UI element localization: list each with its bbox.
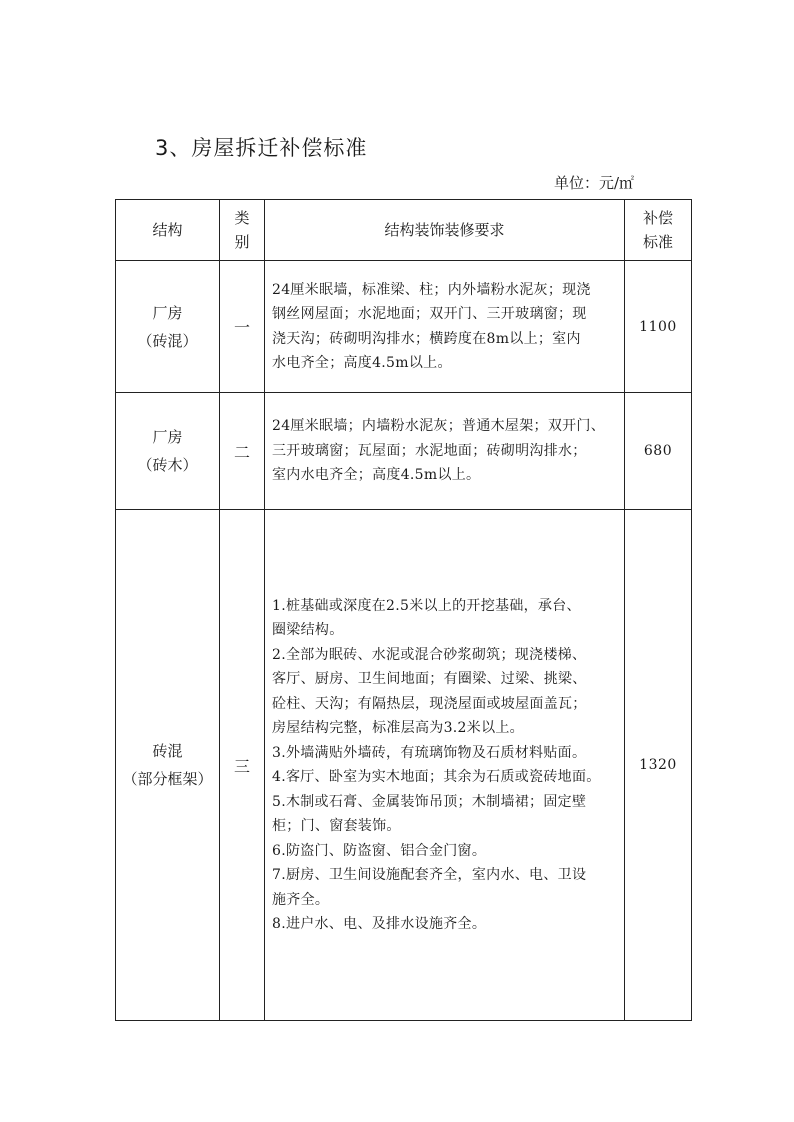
table-row	[116, 510, 692, 1021]
table-row	[116, 393, 692, 510]
table-header-row	[116, 200, 692, 261]
row-1-desc-line: 钢丝网屋面；水泥地面；双开门、三开玻璃窗；现	[272, 306, 587, 322]
row-3-desc-line: 5.木制或石膏、金属装饰吊顶；木制墙裙；固定壁	[272, 793, 587, 810]
row-3-desc-line: 房屋结构完整，标准层高为3.2米以上。	[272, 720, 524, 736]
row-2-description	[265, 393, 625, 510]
row-2-desc-line: 24厘米眠墙；内墙粉水泥灰；普通木屋架；双开门、	[272, 418, 606, 435]
row-1-price: 1100	[625, 261, 692, 393]
row-1-desc-line: 水电齐全；高度4.5m以上。	[272, 355, 452, 371]
row-2-structure-line-1: 厂房	[152, 428, 183, 446]
row-3-desc-line: 6.防盗门、防盗窗、铝合金门窗。	[272, 842, 487, 859]
header-description: 结构装饰装修要求	[265, 200, 625, 261]
header-price	[625, 200, 692, 261]
section-title: 3、房屋拆迁补偿标准	[155, 136, 368, 160]
header-structure: 结构	[116, 200, 220, 261]
row-3-desc-line: 圈梁结构。	[272, 622, 344, 638]
row-3-structure	[116, 510, 220, 1021]
row-2-structure	[116, 393, 220, 510]
row-3-desc-line: 2.全部为眠砖、水泥或混合砂浆砌筑；现浇楼梯、	[272, 646, 587, 663]
row-3-desc-line: 柜；门、窗套装饰。	[272, 818, 401, 834]
row-2-category: 二	[220, 393, 265, 510]
row-3-category: 三	[220, 510, 265, 1021]
row-2-desc-line: 室内水电齐全；高度4.5m以上。	[272, 467, 481, 484]
row-3-desc-line: 砼柱、天沟；有隔热层，现浇屋面或坡屋面盖瓦；	[272, 695, 587, 712]
row-1-structure-line-1: 厂房	[152, 303, 183, 322]
row-3-desc-line: 8.进户水、电、及排水设施齐全。	[272, 916, 487, 932]
row-3-desc-line: 4.客厅、卧室为实木地面；其余为石质或瓷砖地面。	[272, 769, 601, 785]
header-category	[220, 200, 265, 261]
row-2-price: 680	[625, 393, 692, 510]
row-3-price: 1320	[625, 510, 692, 1021]
compensation-table	[115, 199, 692, 1021]
row-3-desc-line: 客厅、厨房、卫生间地面；有圈梁、过梁、挑梁、	[272, 671, 587, 687]
row-1-structure-line-2: （砖混）	[137, 331, 198, 350]
row-1-structure	[116, 261, 220, 393]
row-1-description	[265, 261, 625, 393]
row-3-structure-line-2: （部分框架）	[122, 770, 213, 788]
row-2-structure-line-2: （砖木）	[137, 456, 198, 474]
row-1-desc-line: 浇天沟；砖砌明沟排水；横跨度在8m以上；室内	[272, 330, 581, 347]
row-1-category: 一	[220, 261, 265, 393]
table-row	[116, 261, 692, 393]
row-2-desc-line: 三开玻璃窗；瓦屋面；水泥地面；砖砌明沟排水；	[272, 442, 587, 459]
row-3-desc-line: 1.桩基础或深度在2.5米以上的开挖基础，承台、	[272, 597, 581, 614]
header-price-line-1: 补偿	[642, 209, 673, 227]
header-category-line-2: 别	[234, 233, 250, 251]
header-category-line-1: 类	[234, 209, 250, 227]
row-3-description	[265, 510, 625, 1021]
row-3-desc-line: 7.厨房、卫生间设施配套齐全，室内水、电、卫设	[272, 867, 587, 883]
row-1-desc-line: 24厘米眠墙，标准梁、柱；内外墙粉水泥灰；现浇	[272, 281, 591, 298]
header-price-line-2: 标准	[642, 233, 673, 251]
row-3-desc-line: 施齐全。	[272, 891, 330, 908]
row-3-structure-line-1: 砖混	[152, 742, 183, 760]
row-3-desc-line: 3.外墙满贴外墙砖，有琉璃饰物及石质材料贴面。	[272, 744, 587, 761]
unit-label: 单位：元/㎡	[554, 174, 635, 192]
